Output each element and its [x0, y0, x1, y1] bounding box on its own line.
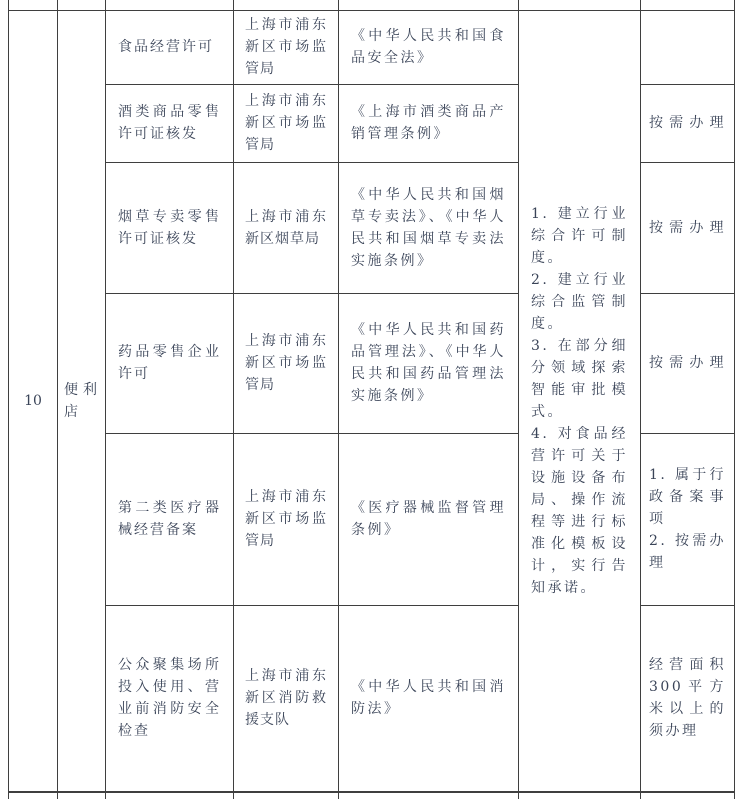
authority-cell: 上海市浦东新区烟草局 — [234, 162, 339, 293]
partial-cell — [106, 792, 234, 799]
business-type-cell: 便利店 — [58, 10, 106, 792]
partial-cell — [519, 792, 641, 799]
legal-basis-cell: 《中华人民共和国烟草专卖法》、《中华人民共和国烟草专卖法实施条例》 — [339, 162, 519, 293]
reform-measures-cell — [519, 10, 641, 792]
partial-cell — [9, 0, 58, 10]
permit-item-cell: 酒类商品零售许可证核发 — [106, 84, 234, 162]
partial-cell — [339, 792, 519, 799]
remark-item: 1. 属于行政备案事项 — [649, 467, 726, 527]
legal-basis-cell: 《中华人民共和国食品安全法》 — [339, 10, 519, 84]
permit-item-cell: 食品经营许可 — [106, 10, 234, 84]
authority-cell: 上海市浦东新区市场监管局 — [234, 293, 339, 433]
remark-cell: 经营面积300平方米以上的须办理 — [641, 605, 735, 792]
authority-cell: 上海市浦东新区市场监管局 — [234, 84, 339, 162]
legal-basis-cell: 《医疗器械监督管理条例》 — [339, 433, 519, 605]
partial-cell — [234, 0, 339, 10]
partial-cell — [106, 0, 234, 10]
legal-basis-cell: 《中华人民共和国药品管理法》、《中华人民共和国药品管理法实施条例》 — [339, 293, 519, 433]
table-row-partial-top — [9, 0, 735, 10]
permit-item-cell: 药品零售企业许可 — [106, 293, 234, 433]
remark-cell — [641, 10, 735, 84]
authority-cell: 上海市浦东新区消防救援支队 — [234, 605, 339, 792]
partial-cell — [641, 792, 735, 799]
entry-number-cell: 10 — [9, 10, 58, 792]
permit-item-cell: 公众聚集场所投入使用、营业前消防安全检查 — [106, 605, 234, 792]
remark-cell — [641, 433, 735, 605]
legal-basis-cell: 《上海市酒类商品产销管理条例》 — [339, 84, 519, 162]
permit-item-cell: 烟草专卖零售许可证核发 — [106, 162, 234, 293]
partial-cell — [641, 0, 735, 10]
permit-item-cell: 第二类医疗器械经营备案 — [106, 433, 234, 605]
remark-cell: 按需办理 — [641, 162, 735, 293]
partial-cell — [519, 0, 641, 10]
remark-cell: 按需办理 — [641, 84, 735, 162]
table-row-partial-bottom — [9, 792, 735, 799]
partial-cell — [58, 0, 106, 10]
partial-cell — [58, 792, 106, 799]
reform-measure-item: 2. 建立行业综合监管制度。 — [531, 271, 628, 332]
legal-basis-cell: 《中华人民共和国消防法》 — [339, 605, 519, 792]
remark-item: 2. 按需办理 — [649, 533, 726, 571]
license-table — [8, 0, 735, 799]
partial-cell — [234, 792, 339, 799]
partial-cell — [9, 792, 58, 799]
reform-measure-item: 3. 在部分细分领域探索智能审批模式。 — [531, 337, 628, 420]
remark-cell: 按需办理 — [641, 293, 735, 433]
table-row — [9, 10, 735, 84]
partial-cell — [339, 0, 519, 10]
authority-cell: 上海市浦东新区市场监管局 — [234, 433, 339, 605]
reform-measure-item: 4. 对食品经营许可关于设施设备布局、操作流程等进行标准化模板设计，实行告知承诺。 — [531, 425, 628, 596]
reform-measure-item: 1. 建立行业综合许可制度。 — [531, 205, 628, 266]
authority-cell: 上海市浦东新区市场监管局 — [234, 10, 339, 84]
